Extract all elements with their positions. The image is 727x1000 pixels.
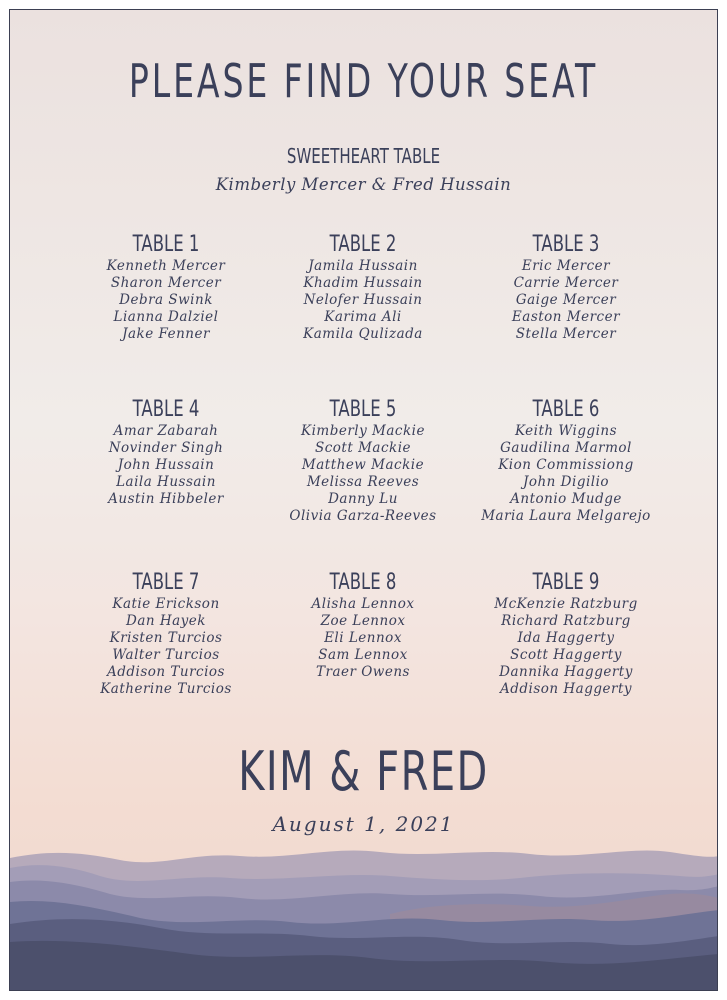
guest-name: Amar Zabarah xyxy=(113,423,219,439)
table-heading: TABLE 2 xyxy=(329,232,397,257)
guest-name: Gaige Mercer xyxy=(515,291,617,308)
guest-name: Danny Lu xyxy=(328,490,398,507)
guest-name: Lianna Dalziel xyxy=(113,308,219,325)
guest-name: Kimberly Mackie xyxy=(301,423,425,439)
guest-name: Alisha Lennox xyxy=(311,596,415,612)
couple-names: KIM & FRED xyxy=(238,740,489,803)
table-heading: TABLE 1 xyxy=(132,232,200,257)
wedding-date: August 1, 2021 xyxy=(272,812,455,836)
guest-name: Novinder Singh xyxy=(108,439,224,456)
table-heading: TABLE 4 xyxy=(132,397,200,422)
guest-name: Dan Hayek xyxy=(126,612,206,629)
guest-name: Eric Mercer xyxy=(521,258,611,274)
guest-name: John Hussain xyxy=(117,456,215,473)
mountain-range-illustration xyxy=(10,10,718,991)
guest-name: Kenneth Mercer xyxy=(106,258,226,274)
table-heading: TABLE 3 xyxy=(532,232,600,257)
page-title: PLEASE FIND YOUR SEAT xyxy=(128,54,599,108)
guest-name: Katherine Turcios xyxy=(100,680,232,697)
guest-name: Jake Fenner xyxy=(122,325,210,342)
guest-name: Austin Hibbeler xyxy=(108,490,224,507)
guest-name: Kion Commissiong xyxy=(498,456,634,473)
guest-name: Jamila Hussain xyxy=(308,258,418,274)
guest-name: Scott Haggerty xyxy=(510,646,622,663)
guest-name: Richard Ratzburg xyxy=(501,612,631,629)
guest-name: Eli Lennox xyxy=(324,629,402,646)
guest-name: Olivia Garza-Reeves xyxy=(289,507,437,524)
guest-name: McKenzie Ratzburg xyxy=(494,596,638,612)
guest-name: Kristen Turcios xyxy=(109,629,223,646)
guest-name: Khadim Hussain xyxy=(303,274,423,291)
table-heading: TABLE 8 xyxy=(329,570,397,595)
guest-name: Nelofer Hussain xyxy=(303,291,423,308)
guest-name: Keith Wiggins xyxy=(514,423,618,439)
guest-name: Katie Erickson xyxy=(112,596,220,612)
guest-name: Walter Turcios xyxy=(112,646,220,663)
guest-name: Gaudilina Marmol xyxy=(500,439,632,456)
guest-name: Maria Laura Melgarejo xyxy=(481,507,651,524)
guest-name: Zoe Lennox xyxy=(320,612,406,629)
guest-name: Carrie Mercer xyxy=(513,274,619,291)
guest-name: Kamila Qulizada xyxy=(303,325,423,342)
guest-name: Laila Hussain xyxy=(116,473,216,490)
guest-name: Dannika Haggerty xyxy=(499,663,633,680)
seating-chart-card xyxy=(9,9,718,991)
guest-name: Melissa Reeves xyxy=(306,473,420,490)
guest-name: Sharon Mercer xyxy=(110,274,222,291)
guest-name: Scott Mackie xyxy=(315,439,411,456)
guest-name: Antonio Mudge xyxy=(510,490,622,507)
guest-name: Stella Mercer xyxy=(515,325,617,342)
guest-name: Easton Mercer xyxy=(511,308,621,325)
guest-name: Addison Turcios xyxy=(107,663,225,680)
guest-name: Karima Ali xyxy=(324,308,402,325)
guest-name: John Digilio xyxy=(522,473,610,490)
guest-name: Sam Lennox xyxy=(318,646,408,663)
table-heading: TABLE 9 xyxy=(532,570,600,595)
guest-name: Traer Owens xyxy=(316,663,410,680)
guest-name: Addison Haggerty xyxy=(500,680,632,697)
table-heading: TABLE 6 xyxy=(532,397,600,422)
table-heading: TABLE 7 xyxy=(132,570,200,595)
sweetheart-table-names: Kimberly Mercer & Fred Hussain xyxy=(215,175,512,194)
sweetheart-table-heading: SWEETHEART TABLE xyxy=(286,144,441,168)
guest-name: Matthew Mackie xyxy=(301,456,425,473)
guest-name: Debra Swink xyxy=(119,291,213,308)
table-heading: TABLE 5 xyxy=(329,397,397,422)
guest-name: Ida Haggerty xyxy=(517,629,615,646)
